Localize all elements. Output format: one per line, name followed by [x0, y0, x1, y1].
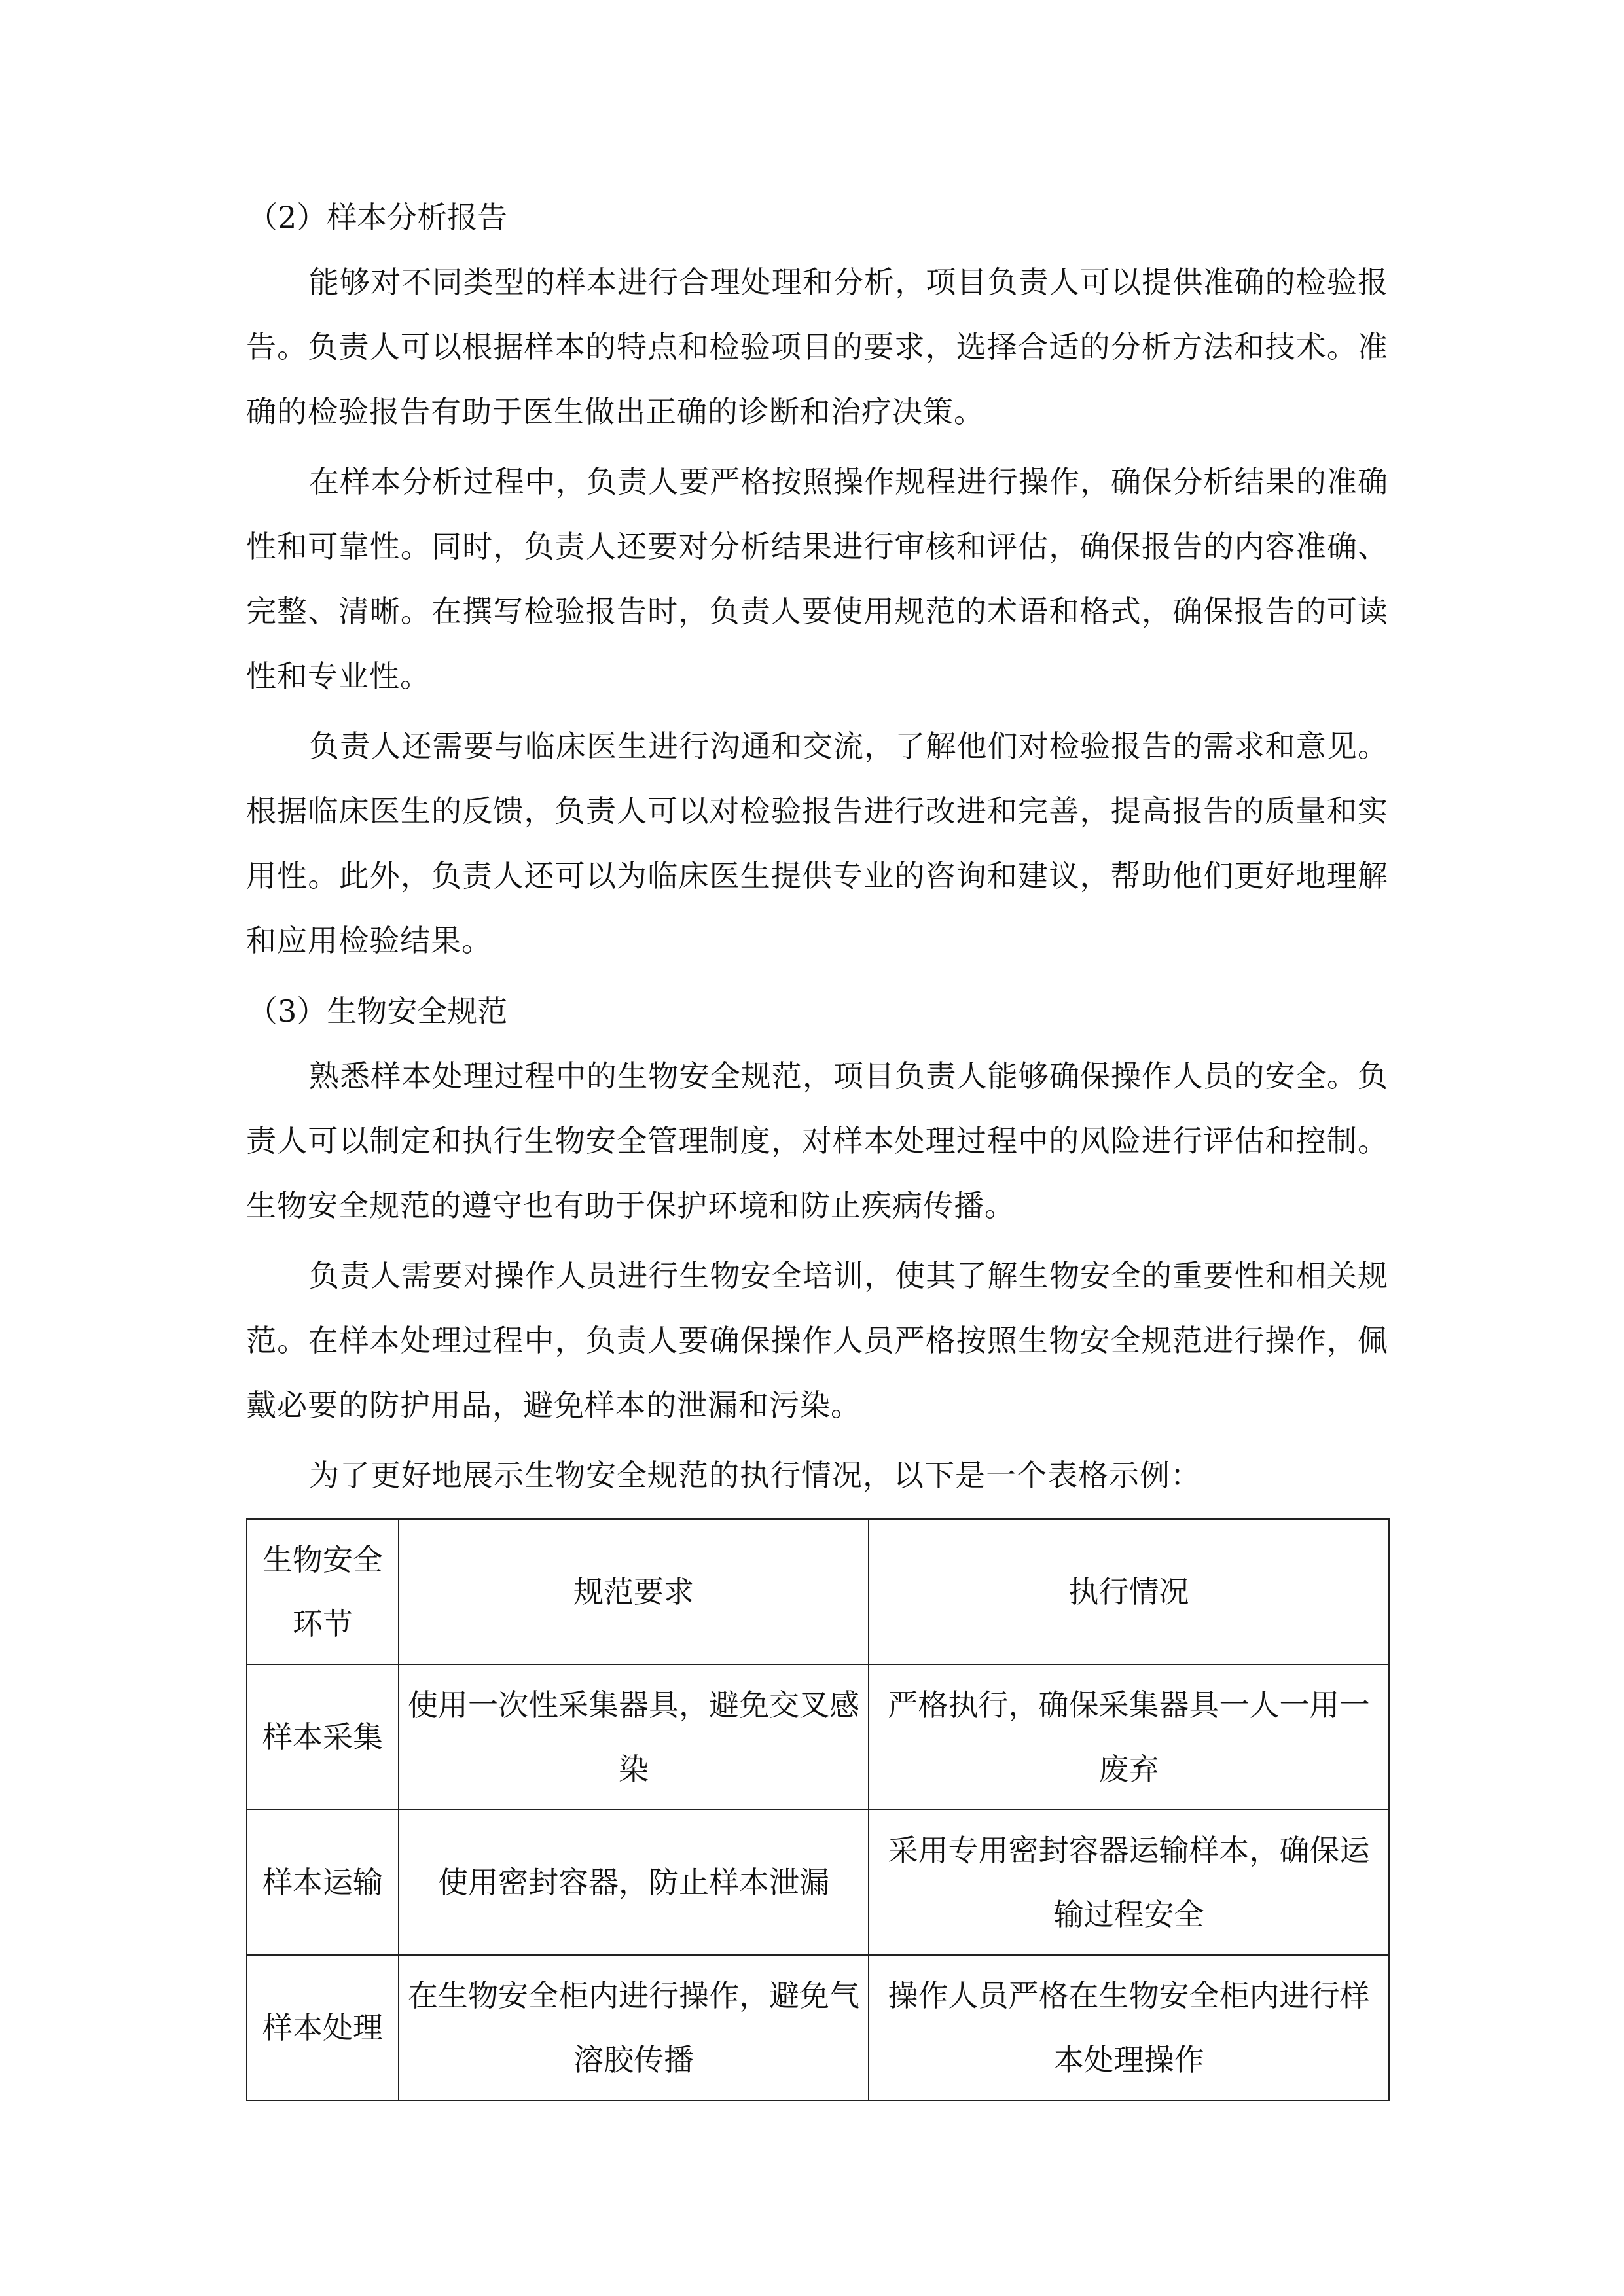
- paragraph: 在样本分析过程中，负责人要严格按照操作规程进行操作，确保分析结果的准确性和可靠性。同时，负责人还要对分析结果进行审核和评估，确保报告的内容准确、完整、清晰。在撰写检验报告时，负责人要使用规范的术语和格式，确保报告的可读性和专业性。: [246, 464, 1388, 694]
- table-cell: 操作人员严格在生物安全柜内进行样本处理操作: [869, 1955, 1389, 2100]
- paragraph: 负责人还需要与临床医生进行沟通和交流，了解他们对检验报告的需求和意见。根据临床医生的反馈，负责人可以对检验报告进行改进和完善，提高报告的质量和实用性。此外，负责人还可以为临床医生提供专业的咨询和建议，帮助他们更好地理解和应用检验结果。: [246, 728, 1388, 958]
- table-cell: 样本采集: [247, 1664, 399, 1810]
- table-cell: 使用密封容器，防止样本泄漏: [399, 1810, 869, 1955]
- table-header-cell: 规范要求: [399, 1519, 869, 1664]
- table-header-cell: 执行情况: [869, 1519, 1389, 1664]
- table-header-row: [247, 1519, 1389, 1664]
- document-body: [246, 185, 1388, 1509]
- table-header-cell: 生物安全环节: [247, 1519, 399, 1664]
- paragraph: 负责人需要对操作人员进行生物安全培训，使其了解生物安全的重要性和相关规范。在样本处理过程中，负责人要确保操作人员严格按照生物安全规范进行操作，佩戴必要的防护用品，避免样本的泄漏和污染。: [246, 1258, 1388, 1423]
- table-row: [247, 1810, 1389, 1955]
- paragraph: 为了更好地展示生物安全规范的执行情况，以下是一个表格示例：: [309, 1458, 1201, 1493]
- biosafety-table: [246, 1518, 1390, 2101]
- table-row: [247, 1664, 1389, 1810]
- table-cell: 在生物安全柜内进行操作，避免气溶胶传播: [399, 1955, 869, 2100]
- table-cell: 采用专用密封容器运输样本，确保运输过程安全: [869, 1810, 1389, 1955]
- paragraph: 能够对不同类型的样本进行合理处理和分析，项目负责人可以提供准确的检验报告。负责人可以根据样本的特点和检验项目的要求，选择合适的分析方法和技术。准确的检验报告有助于医生做出正确的诊断和治疗决策。: [246, 264, 1388, 429]
- section-heading-biosafety-standards: （3）生物安全规范: [247, 994, 508, 1029]
- table-cell: 使用一次性采集器具，避免交叉感染: [399, 1664, 869, 1810]
- table-cell: 样本运输: [247, 1810, 399, 1955]
- section-heading-sample-analysis-report: （2）样本分析报告: [247, 200, 508, 235]
- paragraph: 熟悉样本处理过程中的生物安全规范，项目负责人能够确保操作人员的安全。负责人可以制定和执行生物安全管理制度，对样本处理过程中的风险进行评估和控制。生物安全规范的遵守也有助于保护环境和防止疾病传播。: [246, 1058, 1388, 1223]
- table-cell: 严格执行，确保采集器具一人一用一废弃: [869, 1664, 1389, 1810]
- table-row: [247, 1955, 1389, 2100]
- table-cell: 样本处理: [247, 1955, 399, 2100]
